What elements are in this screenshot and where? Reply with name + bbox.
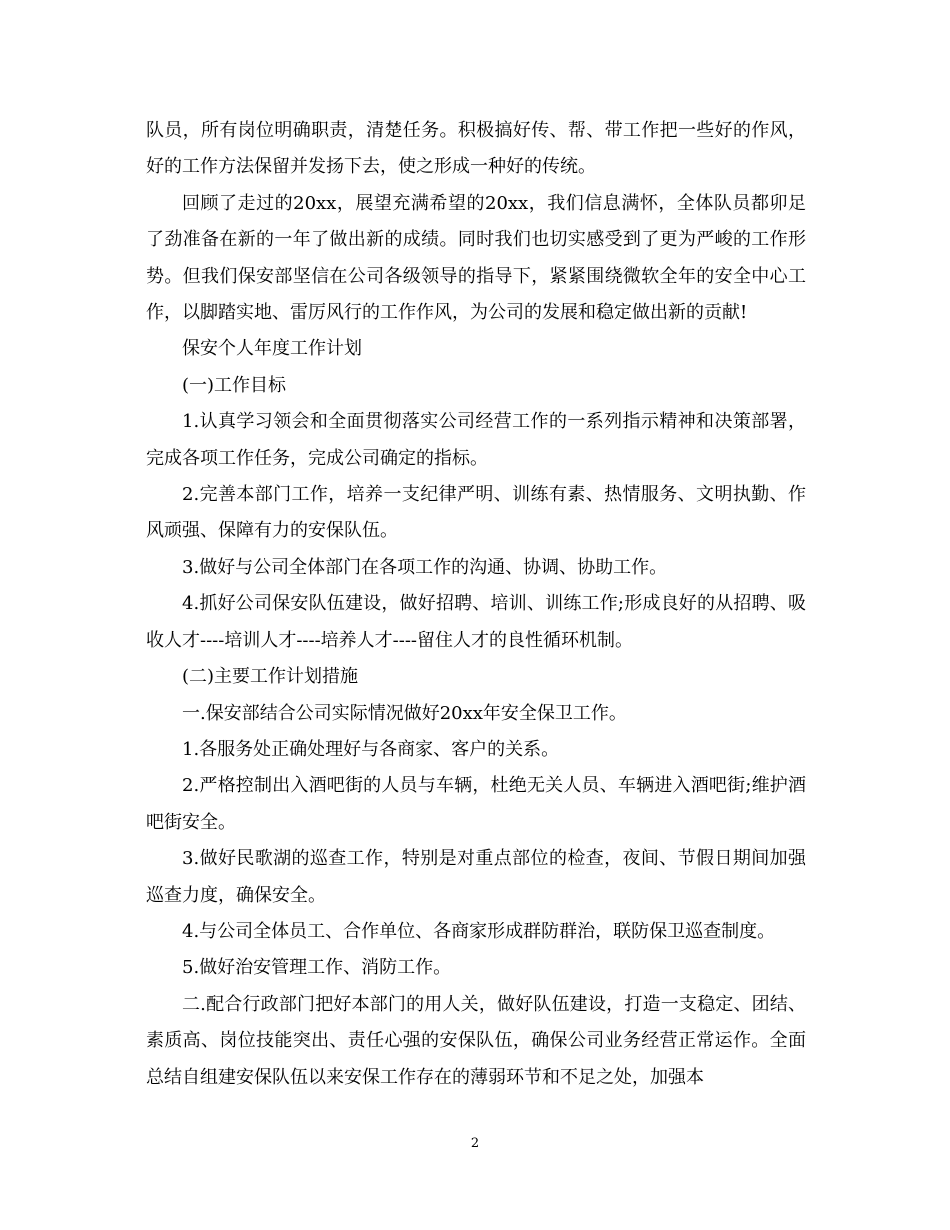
subheading-goals: (一)工作目标	[182, 374, 287, 396]
list-item-goal-4: 4.抓好公司保安队伍建设，做好招聘、培训、训练工作;形成良好的从招聘、吸收人才----培训人才----培养人才----留住人才的良性循环机制。	[146, 593, 806, 651]
list-item-goal-3: 3.做好与公司全体部门在各项工作的沟通、协调、协助工作。	[182, 556, 668, 578]
list-item-goal-2: 2.完善本部门工作，培养一支纪律严明、训练有素、热情服务、文明执勤、作风顽强、保障有力的安保队伍。	[146, 484, 806, 542]
list-heading-staffing: 二.配合行政部门把好本部门的用人关，做好队伍建设，打造一支稳定、团结、素质高、岗位技能突出、责任心强的安保队伍，确保公司业务经营正常运作。全面总结自组建安保队伍以来安保工作存在的薄弱环节和不足之处，加强本	[146, 993, 806, 1088]
list-item-goal-1: 1.认真学习领会和全面贯彻落实公司经营工作的一系列指示精神和决策部署，完成各项工作任务，完成公司确定的指标。	[146, 411, 806, 469]
list-item-measure-3: 3.做好民歌湖的巡查工作，特别是对重点部位的检查，夜间、节假日期间加强巡查力度，确保安全。	[146, 848, 806, 906]
page-number: 2	[470, 1136, 480, 1151]
list-item-measure-4: 4.与公司全体员工、合作单位、各商家形成群防群治，联防保卫巡查制度。	[182, 920, 776, 942]
document-body	[146, 113, 806, 1096]
paragraph-review: 回顾了走过的20xx，展望充满希望的20xx，我们信息满怀，全体队员都卯足了劲准备在新的一年了做出新的成绩。同时我们也切实感受到了更为严峻的工作形势。但我们保安部坚信在公司各级领导的指导下，紧紧围绕微软全年的安全中心工作，以脚踏实地、雷厉风行的工作作风，为公司的发展和稳定做出新的贡献!	[146, 192, 806, 324]
list-item-measure-5: 5.做好治安管理工作、消防工作。	[182, 957, 452, 979]
list-heading-security: 一.保安部结合公司实际情况做好20xx年安全保卫工作。	[182, 702, 627, 724]
subheading-measures: (二)主要工作计划措施	[182, 666, 359, 688]
list-item-measure-2: 2.严格控制出入酒吧街的人员与车辆，杜绝无关人员、车辆进入酒吧街;维护酒吧街安全。	[146, 775, 806, 833]
list-item-measure-1: 1.各服务处正确处理好与各商家、客户的关系。	[182, 738, 560, 760]
section-heading-plan: 保安个人年度工作计划	[182, 338, 362, 360]
paragraph-continuation: 队员，所有岗位明确职责，清楚任务。积极搞好传、帮、带工作把一些好的作风，好的工作方法保留并发扬下去，使之形成一种好的传统。	[146, 120, 806, 178]
